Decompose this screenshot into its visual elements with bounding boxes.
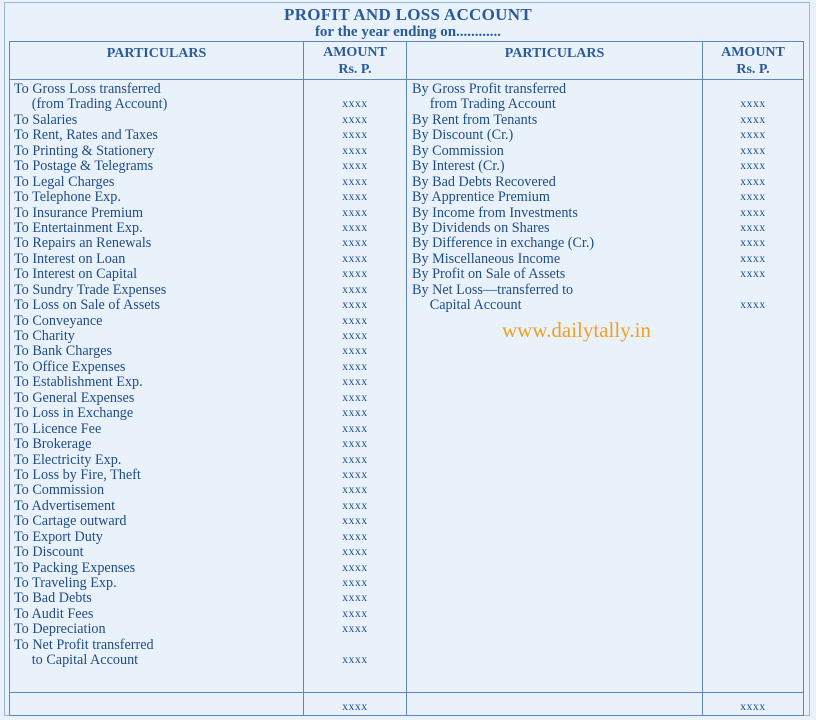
debit-particular: To Printing & Stationery <box>14 142 155 159</box>
credit-amount: xxxx <box>740 237 766 250</box>
total-divider <box>10 692 803 693</box>
credit-particular: By Net Loss—transferred to <box>412 281 574 298</box>
credit-amount: xxxx <box>740 191 766 204</box>
credit-particular: By Gross Profit transferred <box>412 81 567 97</box>
credit-particular: By Interest (Cr.) <box>412 158 505 175</box>
page-subtitle: for the year ending on............ <box>314 24 502 40</box>
debit-amount: xxxx <box>342 453 368 466</box>
header-amount-debit <box>304 44 406 80</box>
credit-amount: xxxx <box>740 221 766 234</box>
debit-amount: xxxx <box>342 191 368 204</box>
debit-particular: To Postage & Telegrams <box>14 158 154 175</box>
debit-particular: To Loss on Sale of Assets <box>14 297 161 314</box>
debit-particular: To Gross Loss transferred <box>14 81 161 97</box>
debit-particular: To Licence Fee <box>14 420 102 437</box>
debit-amount: xxxx <box>342 299 368 312</box>
ledger-table <box>9 41 804 716</box>
credit-particular: By Dividends on Shares <box>412 219 550 236</box>
debit-particular: To Advertisement <box>14 497 116 514</box>
credit-particular: Capital Account <box>412 297 522 314</box>
debit-particular: To Traveling Exp. <box>14 575 117 591</box>
debit-amount: xxxx <box>342 484 368 497</box>
debit-particular: (from Trading Account) <box>14 96 168 113</box>
debit-amount: xxxx <box>342 515 368 528</box>
credit-amount <box>703 283 803 298</box>
debit-particular: To Bank Charges <box>14 343 113 360</box>
debit-amount: xxxx <box>342 98 368 111</box>
header-particulars-credit: PARTICULARS <box>504 46 605 61</box>
debit-amount: xxxx <box>342 407 368 420</box>
credit-particular: By Profit on Sale of Assets <box>412 266 566 283</box>
debit-particular: To Office Expenses <box>14 358 126 375</box>
debit-particular: To Repairs an Renewals <box>14 235 152 252</box>
credit-amount: xxxx <box>740 129 766 142</box>
credit-amount: xxxx <box>740 113 766 126</box>
debit-amount: xxxx <box>342 160 368 173</box>
debit-amount: xxxx <box>342 360 368 373</box>
debit-particular: to Capital Account <box>14 652 139 669</box>
debit-particular: To Establishment Exp. <box>14 374 143 391</box>
debit-amount: xxxx <box>342 175 368 188</box>
debit-amount: xxxx <box>342 345 368 358</box>
debit-particular: To General Expenses <box>14 389 135 406</box>
debit-amount <box>304 638 406 653</box>
debit-particular: To Charity <box>14 328 75 344</box>
credit-particular: By Commission <box>412 142 504 159</box>
debit-particular: To Sundry Trade Expenses <box>14 281 167 298</box>
debit-amount: xxxx <box>342 546 368 559</box>
debit-particular: To Brokerage <box>14 436 92 453</box>
debit-amount: xxxx <box>342 376 368 389</box>
credit-amount: xxxx <box>740 175 766 188</box>
debit-amount: xxxx <box>342 113 368 126</box>
credit-amount: xxxx <box>740 98 766 111</box>
debit-particular: To Audit Fees <box>14 605 94 622</box>
debit-particular: To Salaries <box>14 111 78 128</box>
debit-amount: xxxx <box>342 330 368 342</box>
debit-amount: xxxx <box>342 129 368 142</box>
credit-particular: from Trading Account <box>412 96 556 113</box>
debit-amount: xxxx <box>342 268 368 281</box>
debit-amount: xxxx <box>342 237 368 250</box>
debit-particular: To Export Duty <box>14 528 103 545</box>
header-particulars-debit: PARTICULARS <box>106 46 207 61</box>
debit-amount: xxxx <box>342 654 368 667</box>
debit-amount: xxxx <box>342 221 368 234</box>
debit-amount: xxxx <box>342 252 368 265</box>
debit-particular: To Telephone Exp. <box>14 189 121 206</box>
header-amount-unit: Rs. P. <box>736 62 770 77</box>
header-amount-label: AMOUNT <box>721 45 785 60</box>
debit-particular: To Cartage outward <box>14 513 127 530</box>
debit-amount: xxxx <box>342 623 368 636</box>
header-amount-unit: Rs. P. <box>338 62 372 77</box>
debit-amount: xxxx <box>342 468 368 481</box>
debit-amount: xxxx <box>342 577 368 589</box>
debit-amount: xxxx <box>342 391 368 404</box>
debit-particulars <box>14 82 302 669</box>
debit-amount: xxxx <box>342 283 368 296</box>
debit-amount: xxxx <box>342 314 368 327</box>
credit-particular: By Rent from Tenants <box>412 111 538 128</box>
credit-amount: xxxx <box>740 299 766 312</box>
debit-amount: xxxx <box>342 422 368 435</box>
divider <box>406 42 407 715</box>
credit-particular: By Miscellaneous Income <box>412 250 561 267</box>
debit-particular: To Conveyance <box>14 312 103 329</box>
debit-particular: To Rent, Rates and Taxes <box>14 127 158 144</box>
header-amount-credit <box>703 44 803 80</box>
debit-particular: To Interest on Capital <box>14 266 138 283</box>
credit-particular: By Difference in exchange (Cr.) <box>412 235 595 252</box>
credit-amount: xxxx <box>740 144 766 157</box>
credit-particulars <box>412 82 702 314</box>
debit-amount: xxxx <box>342 499 368 512</box>
credit-amount: xxxx <box>740 252 766 265</box>
debit-particular: To Insurance Premium <box>14 204 144 221</box>
watermark-text: www.dailytally.in <box>502 318 651 342</box>
debit-particular: To Electricity Exp. <box>14 451 122 468</box>
debit-particular: To Entertainment Exp. <box>14 219 143 236</box>
debit-particular: To Packing Expenses <box>14 559 136 576</box>
credit-amount: xxxx <box>740 206 766 219</box>
debit-particular: To Commission <box>14 482 105 499</box>
debit-particular: To Interest on Loan <box>14 250 126 267</box>
debit-amount <box>304 82 406 97</box>
debit-amount: xxxx <box>342 592 368 605</box>
debit-particular: To Bad Debts <box>14 590 92 607</box>
debit-particular: To Loss by Fire, Theft <box>14 466 141 483</box>
debit-particular: To Net Profit transferred <box>14 636 154 653</box>
debit-particular: To Discount <box>14 544 84 561</box>
debit-amount: xxxx <box>342 206 368 219</box>
credit-amounts <box>703 82 803 314</box>
debit-amount: xxxx <box>342 438 368 451</box>
debit-amount: xxxx <box>342 607 368 620</box>
credit-amount <box>703 82 803 97</box>
credit-amount: xxxx <box>740 160 766 173</box>
debit-amount: xxxx <box>342 561 368 574</box>
credit-total: xxxx <box>740 701 766 713</box>
credit-particular: By Bad Debts Recovered <box>412 173 556 190</box>
page-title: PROFIT AND LOSS ACCOUNT <box>284 5 532 24</box>
credit-particular: By Income from Investments <box>412 204 578 221</box>
credit-particular: By Apprentice Premium <box>412 189 550 206</box>
debit-amount: xxxx <box>342 144 368 157</box>
debit-total: xxxx <box>342 701 368 713</box>
credit-particular: By Discount (Cr.) <box>412 127 514 144</box>
debit-particular: To Legal Charges <box>14 173 115 190</box>
debit-amounts <box>304 82 406 669</box>
credit-amount: xxxx <box>740 268 766 281</box>
header-amount-label: AMOUNT <box>323 45 387 60</box>
debit-particular: To Depreciation <box>14 621 106 638</box>
debit-amount: xxxx <box>342 530 368 543</box>
debit-particular: To Loss in Exchange <box>14 405 134 422</box>
